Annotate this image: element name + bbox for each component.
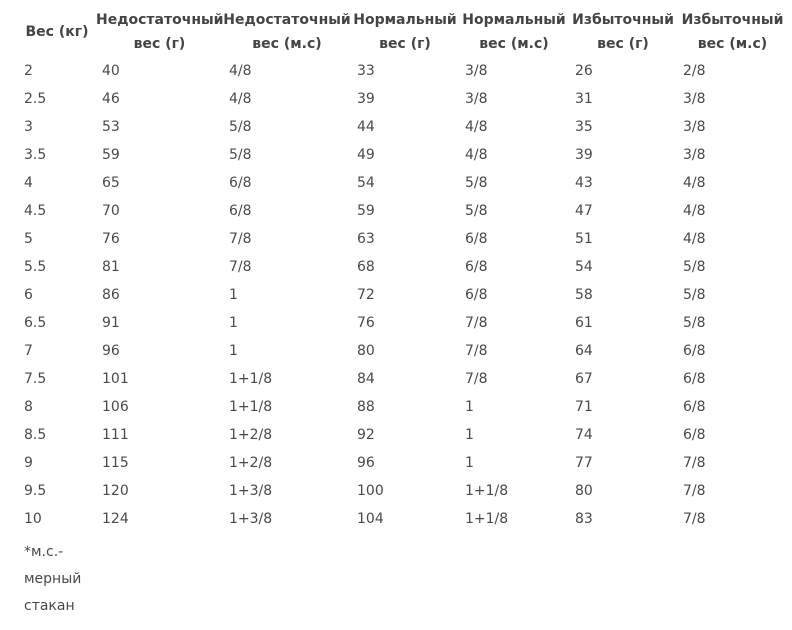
cell-underweight-g: 65 xyxy=(102,175,120,191)
cell-normal-g: 76 xyxy=(357,315,375,331)
cell-underweight-g: 81 xyxy=(102,259,120,275)
table-row xyxy=(18,169,788,197)
cell-weight-kg: 5 xyxy=(24,231,33,247)
cell-normal-cup: 3/8 xyxy=(465,91,488,107)
cell-underweight-g: 124 xyxy=(102,511,129,527)
cell-underweight-g: 91 xyxy=(102,315,120,331)
cell-normal-cup: 1+1/8 xyxy=(465,511,509,527)
cell-underweight-cup: 4/8 xyxy=(229,91,252,107)
cell-normal-g: 104 xyxy=(357,511,384,527)
table-row xyxy=(18,421,788,449)
cell-underweight-cup: 1+3/8 xyxy=(229,483,273,499)
table-row xyxy=(18,85,788,113)
cell-weight-kg: 5.5 xyxy=(24,259,47,275)
cell-weight-kg: 9 xyxy=(24,455,33,471)
table-row xyxy=(18,253,788,281)
table-row xyxy=(18,113,788,141)
cell-underweight-cup: 1 xyxy=(229,343,238,359)
cell-overweight-g: 77 xyxy=(575,455,593,471)
cell-underweight-g: 101 xyxy=(102,371,129,387)
cell-overweight-g: 43 xyxy=(575,175,593,191)
cell-overweight-cup: 5/8 xyxy=(683,315,706,331)
table-row xyxy=(18,337,788,365)
cell-normal-cup: 6/8 xyxy=(465,259,488,275)
cell-overweight-cup: 5/8 xyxy=(683,259,706,275)
cell-overweight-cup: 7/8 xyxy=(683,455,706,471)
cell-overweight-g: 26 xyxy=(575,63,593,79)
table-row xyxy=(18,449,788,477)
cell-underweight-g: 96 xyxy=(102,343,120,359)
cell-overweight-g: 58 xyxy=(575,287,593,303)
table-row xyxy=(18,57,788,85)
cell-overweight-cup: 7/8 xyxy=(683,483,706,499)
cell-weight-kg: 8.5 xyxy=(24,427,47,443)
cell-weight-kg: 7 xyxy=(24,343,33,359)
cell-normal-g: 80 xyxy=(357,343,375,359)
cell-overweight-cup: 3/8 xyxy=(683,119,706,135)
cell-overweight-cup: 4/8 xyxy=(683,231,706,247)
header-underweight-g: Недостаточный вес (г) xyxy=(96,12,224,52)
cell-normal-g: 92 xyxy=(357,427,375,443)
cell-overweight-g: 47 xyxy=(575,203,593,219)
cell-normal-g: 33 xyxy=(357,63,375,79)
cell-underweight-cup: 1+3/8 xyxy=(229,511,273,527)
table-body xyxy=(18,57,788,533)
cell-normal-g: 100 xyxy=(357,483,384,499)
cell-normal-g: 96 xyxy=(357,455,375,471)
header-overweight-g: Избыточный вес (г) xyxy=(572,12,674,52)
cell-normal-cup: 4/8 xyxy=(465,119,488,135)
cell-normal-g: 39 xyxy=(357,91,375,107)
cell-underweight-cup: 1+1/8 xyxy=(229,371,273,387)
cell-weight-kg: 6.5 xyxy=(24,315,47,331)
cell-underweight-cup: 6/8 xyxy=(229,203,252,219)
cell-weight-kg: 10 xyxy=(24,511,42,527)
cell-underweight-cup: 6/8 xyxy=(229,175,252,191)
table-row xyxy=(18,309,788,337)
cell-overweight-g: 67 xyxy=(575,371,593,387)
cell-overweight-cup: 3/8 xyxy=(683,91,706,107)
cell-overweight-g: 54 xyxy=(575,259,593,275)
table-row xyxy=(18,477,788,505)
cell-normal-cup: 1 xyxy=(465,399,474,415)
cell-overweight-g: 31 xyxy=(575,91,593,107)
cell-normal-g: 88 xyxy=(357,399,375,415)
cell-underweight-cup: 1+2/8 xyxy=(229,455,273,471)
cell-overweight-g: 35 xyxy=(575,119,593,135)
header-normal-cup: Нормальный вес (м.с) xyxy=(462,12,566,52)
cell-weight-kg: 7.5 xyxy=(24,371,47,387)
cell-normal-cup: 7/8 xyxy=(465,315,488,331)
cell-weight-kg: 3.5 xyxy=(24,147,47,163)
cell-overweight-g: 83 xyxy=(575,511,593,527)
table-row xyxy=(18,393,788,421)
cell-underweight-cup: 7/8 xyxy=(229,259,252,275)
cell-underweight-g: 120 xyxy=(102,483,129,499)
feeding-table xyxy=(18,7,788,533)
cell-underweight-g: 76 xyxy=(102,231,120,247)
table-header xyxy=(18,7,788,57)
cell-normal-cup: 5/8 xyxy=(465,175,488,191)
cell-underweight-cup: 1+1/8 xyxy=(229,399,273,415)
cell-normal-cup: 1 xyxy=(465,455,474,471)
cell-weight-kg: 6 xyxy=(24,287,33,303)
cell-normal-cup: 1 xyxy=(465,427,474,443)
cell-underweight-g: 106 xyxy=(102,399,129,415)
cell-overweight-g: 39 xyxy=(575,147,593,163)
table-row xyxy=(18,365,788,393)
cell-underweight-g: 46 xyxy=(102,91,120,107)
cell-normal-cup: 5/8 xyxy=(465,203,488,219)
header-underweight-cup: Недостаточный вес (м.с) xyxy=(223,12,351,52)
cell-normal-cup: 4/8 xyxy=(465,147,488,163)
cell-normal-g: 63 xyxy=(357,231,375,247)
cell-overweight-g: 61 xyxy=(575,315,593,331)
cell-normal-g: 72 xyxy=(357,287,375,303)
cell-overweight-g: 71 xyxy=(575,399,593,415)
cell-normal-cup: 7/8 xyxy=(465,371,488,387)
cell-overweight-g: 74 xyxy=(575,427,593,443)
header-normal-g: Нормальный вес (г) xyxy=(353,12,457,52)
cell-underweight-g: 59 xyxy=(102,147,120,163)
table-row xyxy=(18,141,788,169)
cell-overweight-cup: 3/8 xyxy=(683,147,706,163)
cell-normal-cup: 6/8 xyxy=(465,231,488,247)
header-overweight-cup: Избыточный вес (м.с) xyxy=(681,12,784,52)
cell-overweight-g: 51 xyxy=(575,231,593,247)
cell-normal-g: 44 xyxy=(357,119,375,135)
cell-weight-kg: 4 xyxy=(24,175,33,191)
cell-normal-cup: 1+1/8 xyxy=(465,483,509,499)
cell-overweight-cup: 2/8 xyxy=(683,63,706,79)
cell-underweight-g: 70 xyxy=(102,203,120,219)
cell-weight-kg: 9.5 xyxy=(24,483,47,499)
cell-weight-kg: 3 xyxy=(24,119,33,135)
table-row xyxy=(18,281,788,309)
cell-underweight-cup: 4/8 xyxy=(229,63,252,79)
cell-normal-g: 84 xyxy=(357,371,375,387)
cell-overweight-cup: 6/8 xyxy=(683,427,706,443)
cell-normal-cup: 7/8 xyxy=(465,343,488,359)
cell-overweight-cup: 4/8 xyxy=(683,175,706,191)
cell-normal-cup: 3/8 xyxy=(465,63,488,79)
cell-underweight-cup: 1 xyxy=(229,287,238,303)
cell-underweight-g: 53 xyxy=(102,119,120,135)
cell-weight-kg: 2.5 xyxy=(24,91,47,107)
cell-underweight-cup: 1 xyxy=(229,315,238,331)
cell-weight-kg: 2 xyxy=(24,63,33,79)
cell-underweight-g: 111 xyxy=(102,427,129,443)
cell-weight-kg: 4.5 xyxy=(24,203,47,219)
table-row xyxy=(18,225,788,253)
table-row xyxy=(18,197,788,225)
cell-underweight-g: 40 xyxy=(102,63,120,79)
cell-overweight-cup: 5/8 xyxy=(683,287,706,303)
cell-overweight-cup: 6/8 xyxy=(683,343,706,359)
cell-weight-kg: 8 xyxy=(24,399,33,415)
cell-underweight-cup: 5/8 xyxy=(229,119,252,135)
cell-overweight-cup: 6/8 xyxy=(683,399,706,415)
cell-underweight-cup: 5/8 xyxy=(229,147,252,163)
cell-normal-g: 68 xyxy=(357,259,375,275)
cell-normal-g: 59 xyxy=(357,203,375,219)
header-row xyxy=(18,7,788,57)
cell-normal-g: 54 xyxy=(357,175,375,191)
header-weight-kg: Вес (кг) xyxy=(25,24,89,40)
cell-normal-g: 49 xyxy=(357,147,375,163)
cell-underweight-g: 86 xyxy=(102,287,120,303)
cell-normal-cup: 6/8 xyxy=(465,287,488,303)
cell-underweight-cup: 7/8 xyxy=(229,231,252,247)
cell-underweight-cup: 1+2/8 xyxy=(229,427,273,443)
cell-underweight-g: 115 xyxy=(102,455,129,471)
cell-overweight-cup: 4/8 xyxy=(683,203,706,219)
cell-overweight-g: 64 xyxy=(575,343,593,359)
cell-overweight-cup: 6/8 xyxy=(683,371,706,387)
footnote: *м.с.- мерный стакан xyxy=(24,544,82,614)
table-row xyxy=(18,505,788,533)
cell-overweight-cup: 7/8 xyxy=(683,511,706,527)
cell-overweight-g: 80 xyxy=(575,483,593,499)
